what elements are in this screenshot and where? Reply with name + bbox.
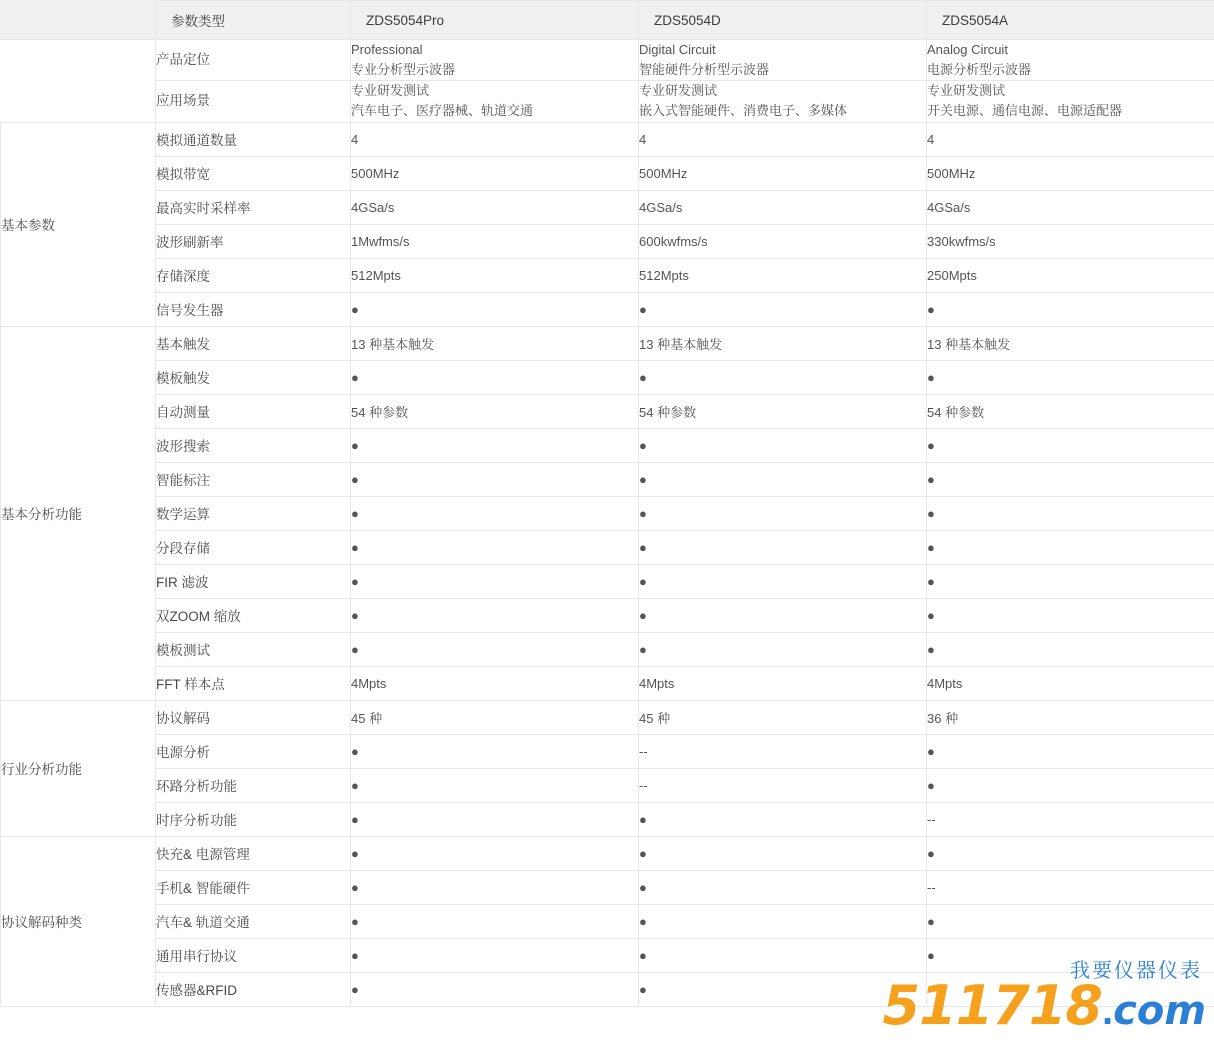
value-cell: 36 种	[927, 700, 1214, 734]
param-label: 传感器&RFID	[156, 972, 351, 1006]
value-line-2: 嵌入式智能硬件、消费电子、多媒体	[639, 103, 848, 119]
value-cell: ●	[639, 836, 927, 870]
value-cell: ●	[351, 802, 639, 836]
header-model-zds5054a	[927, 1, 1214, 40]
header-model-zds5054d-label: ZDS5054D	[654, 12, 721, 28]
group-label-empty	[1, 40, 156, 123]
param-label: FIR 滤波	[156, 564, 351, 598]
watermark-dot: .	[1102, 989, 1114, 1033]
value-cell	[927, 972, 1214, 1006]
value-cell: ●	[639, 938, 927, 972]
value-cell: 54 种参数	[639, 394, 927, 428]
value-cell: ●	[351, 564, 639, 598]
value-cell: --	[927, 802, 1214, 836]
value-cell: ●	[927, 496, 1214, 530]
table-row	[1, 802, 1214, 836]
value-cell: ●	[927, 632, 1214, 666]
value-cell: ●	[927, 598, 1214, 632]
param-label: 波形搜索	[156, 428, 351, 462]
value-line-2: 开关电源、通信电源、电源适配器	[927, 103, 1123, 119]
value-line-1: 专业研发测试	[351, 83, 430, 99]
table-row	[1, 632, 1214, 666]
value-cell: ●	[639, 496, 927, 530]
param-label: 最高实时采样率	[156, 190, 351, 224]
value-cell: 4Mpts	[351, 666, 639, 700]
header-model-zds5054pro-label: ZDS5054Pro	[366, 12, 445, 28]
value-cell: ●	[927, 360, 1214, 394]
table-row	[1, 768, 1214, 802]
value-cell: 1Mwfms/s	[351, 224, 639, 258]
group-label-industry-analysis: 行业分析功能	[1, 700, 156, 836]
value-cell: ●	[927, 904, 1214, 938]
table-header-row	[1, 1, 1214, 40]
value-cell: ●	[639, 462, 927, 496]
value-cell: 45 种	[639, 700, 927, 734]
table-row	[1, 666, 1214, 700]
value-cell: 500MHz	[351, 156, 639, 190]
table-row	[1, 394, 1214, 428]
value-cell: ●	[927, 564, 1214, 598]
value-cell: ●	[639, 598, 927, 632]
value-cell: 600kwfms/s	[639, 224, 927, 258]
param-label: 快充& 电源管理	[156, 836, 351, 870]
value-cell: ●	[351, 870, 639, 904]
value-cell: ●	[351, 428, 639, 462]
value-cell: ●	[639, 564, 927, 598]
value-cell: 250Mpts	[927, 258, 1214, 292]
value-cell: 512Mpts	[639, 258, 927, 292]
table-row	[1, 326, 1214, 360]
table-row	[1, 360, 1214, 394]
header-param-type-label: 参数类型	[171, 14, 225, 29]
watermark-domain-suffix: com	[1113, 988, 1206, 1034]
value-cell: ●	[351, 530, 639, 564]
value-cell: 4Mpts	[639, 666, 927, 700]
value-cell: ●	[927, 734, 1214, 768]
group-label-basic-analysis: 基本分析功能	[1, 326, 156, 700]
value-cell: ●	[351, 462, 639, 496]
table-row	[1, 156, 1214, 190]
value-cell: ●	[927, 292, 1214, 326]
table-row	[1, 870, 1214, 904]
header-model-zds5054pro	[351, 1, 639, 40]
header-param-type	[156, 1, 351, 40]
param-label: 模板测试	[156, 632, 351, 666]
table-row	[1, 496, 1214, 530]
value-cell: ●	[927, 462, 1214, 496]
param-label: 产品定位	[156, 40, 351, 81]
table-row	[1, 564, 1214, 598]
value-line-1: Analog Circuit	[927, 42, 1008, 57]
header-blank-cell	[1, 1, 156, 40]
value-line-1: 专业研发测试	[639, 83, 718, 99]
value-cell: ●	[639, 904, 927, 938]
value-cell: ●	[351, 598, 639, 632]
value-cell: ●	[351, 938, 639, 972]
param-label: 环路分析功能	[156, 768, 351, 802]
value-cell: ●	[351, 904, 639, 938]
value-cell: ●	[351, 734, 639, 768]
value-cell: ●	[351, 496, 639, 530]
watermark-subtitle: 我要仪器仪表	[1070, 960, 1202, 982]
table-row	[1, 598, 1214, 632]
param-label: 电源分析	[156, 734, 351, 768]
param-label: 协议解码	[156, 700, 351, 734]
value-cell: 54 种参数	[351, 394, 639, 428]
value-cell: 45 种	[351, 700, 639, 734]
table-row	[1, 122, 1214, 156]
param-label: 数学运算	[156, 496, 351, 530]
value-line-1: Professional	[351, 42, 423, 57]
value-cell: ●	[927, 938, 1214, 972]
param-label: 手机& 智能硬件	[156, 870, 351, 904]
value-cell: ●	[639, 530, 927, 564]
table-row	[1, 81, 1214, 122]
param-label: 分段存储	[156, 530, 351, 564]
value-cell: ●	[351, 632, 639, 666]
value-cell	[351, 40, 639, 81]
param-label: FFT 样本点	[156, 666, 351, 700]
table-row	[1, 190, 1214, 224]
value-cell	[927, 40, 1214, 81]
value-cell: ●	[351, 972, 639, 1006]
table-row	[1, 530, 1214, 564]
table-row	[1, 292, 1214, 326]
group-label-basic-parameters: 基本参数	[1, 122, 156, 326]
value-cell: 4Mpts	[927, 666, 1214, 700]
value-cell: 4	[927, 122, 1214, 156]
value-cell	[351, 81, 639, 122]
value-cell: ●	[639, 972, 927, 1006]
value-cell	[639, 40, 927, 81]
value-cell: ●	[351, 836, 639, 870]
param-label: 模板触发	[156, 360, 351, 394]
value-line-1: 专业研发测试	[927, 83, 1006, 99]
value-line-2: 专业分析型示波器	[351, 62, 456, 78]
value-cell: 500MHz	[639, 156, 927, 190]
value-cell: 330kwfms/s	[927, 224, 1214, 258]
value-cell: 512Mpts	[351, 258, 639, 292]
value-cell: ●	[639, 802, 927, 836]
value-cell: 4	[639, 122, 927, 156]
param-label: 双ZOOM 缩放	[156, 598, 351, 632]
value-cell: --	[639, 734, 927, 768]
table-row	[1, 972, 1214, 1006]
watermark-main-text: 511718	[882, 974, 1102, 1037]
header-model-zds5054a-label: ZDS5054A	[942, 12, 1009, 28]
param-label: 通用串行协议	[156, 938, 351, 972]
table-body	[1, 40, 1214, 1007]
param-label: 自动测量	[156, 394, 351, 428]
table-row	[1, 734, 1214, 768]
value-cell: 500MHz	[927, 156, 1214, 190]
value-cell: ●	[927, 428, 1214, 462]
value-cell: ●	[351, 768, 639, 802]
table-row	[1, 938, 1214, 972]
param-label: 智能标注	[156, 462, 351, 496]
value-cell: 4GSa/s	[639, 190, 927, 224]
value-cell: 13 种基本触发	[351, 326, 639, 360]
value-cell: --	[639, 768, 927, 802]
param-label: 时序分析功能	[156, 802, 351, 836]
table-row	[1, 700, 1214, 734]
value-cell: 13 种基本触发	[927, 326, 1214, 360]
value-cell: --	[927, 870, 1214, 904]
value-line-2: 汽车电子、医疗器械、轨道交通	[351, 103, 534, 119]
value-cell: 4GSa/s	[927, 190, 1214, 224]
table-row	[1, 258, 1214, 292]
value-cell: ●	[927, 768, 1214, 802]
param-label: 应用场景	[156, 81, 351, 122]
group-label-protocol-decoding: 协议解码种类	[1, 836, 156, 1006]
table-header	[1, 1, 1214, 40]
value-cell: ●	[639, 870, 927, 904]
table-row	[1, 224, 1214, 258]
table-row	[1, 904, 1214, 938]
table-row	[1, 40, 1214, 81]
value-cell: 54 种参数	[927, 394, 1214, 428]
value-cell: ●	[351, 292, 639, 326]
param-label: 基本触发	[156, 326, 351, 360]
value-cell: 4	[351, 122, 639, 156]
value-cell	[639, 81, 927, 122]
value-cell: ●	[639, 632, 927, 666]
param-label: 波形刷新率	[156, 224, 351, 258]
value-line-2: 电源分析型示波器	[927, 62, 1032, 78]
table-row	[1, 428, 1214, 462]
value-cell: ●	[639, 292, 927, 326]
value-cell: ●	[639, 428, 927, 462]
value-cell: 4GSa/s	[351, 190, 639, 224]
value-cell	[927, 81, 1214, 122]
param-label: 汽车& 轨道交通	[156, 904, 351, 938]
value-line-2: 智能硬件分析型示波器	[639, 62, 770, 78]
param-label: 信号发生器	[156, 292, 351, 326]
value-line-1: Digital Circuit	[639, 42, 716, 57]
header-model-zds5054d	[639, 1, 927, 40]
value-cell: ●	[639, 360, 927, 394]
value-cell: ●	[927, 836, 1214, 870]
value-cell: 13 种基本触发	[639, 326, 927, 360]
table-row	[1, 462, 1214, 496]
param-label: 模拟通道数量	[156, 122, 351, 156]
table-row	[1, 836, 1214, 870]
value-cell: ●	[927, 530, 1214, 564]
param-label: 存储深度	[156, 258, 351, 292]
value-cell: ●	[351, 360, 639, 394]
param-label: 模拟带宽	[156, 156, 351, 190]
